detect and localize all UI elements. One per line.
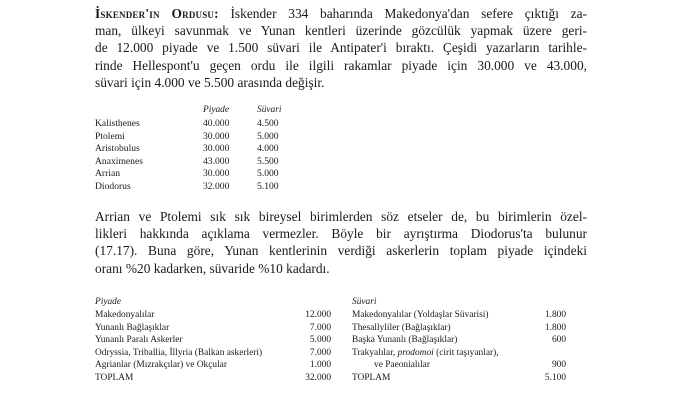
paragraph-line: İskender 334 baharında Makedonya'dan sefere çıktığı za-	[218, 6, 587, 21]
section-lead-heading: İskender'in Ordusu:	[95, 6, 219, 21]
unit-value: 1.000	[309, 360, 331, 370]
source-name: Arrian	[95, 168, 121, 179]
unit-label-part: Trakyalılar,	[352, 347, 398, 358]
unit-value: 1.800	[544, 322, 566, 333]
unit-label: Yunanlı Bağlaşıklar	[95, 322, 170, 333]
cavalry-value: 5.000	[257, 168, 279, 179]
total-label: TOPLAM	[95, 372, 134, 383]
paragraph-line: oranı %20 kadarken, süvaride %10 kadardı.	[95, 260, 330, 276]
cavalry-value: 5.000	[257, 130, 279, 142]
column-header-cavalry: Süvari	[257, 105, 282, 115]
cavalry-value: 5.100	[257, 180, 279, 192]
cavalry-value: 4.000	[257, 143, 279, 154]
paragraph-line: Arrian ve Ptolemi sık sık bireysel birimlerden söz etseler de, bu birimlerin özel-	[95, 209, 587, 224]
unit-label: Yunanlı Paralı Askerler	[95, 335, 183, 345]
infantry-value: 43.000	[203, 155, 230, 167]
infantry-value: 30.000	[203, 168, 230, 179]
paragraph-line: süvari için 4.000 ve 5.500 arasında değişir.	[95, 74, 325, 90]
unit-label: Agrianlar (Mızrakçılar) ve Okçular	[95, 360, 227, 370]
total-label: TOPLAM	[352, 372, 391, 383]
infantry-value: 32.000	[203, 180, 230, 192]
cavalry-units-header: Süvari	[352, 297, 377, 307]
cavalry-value: 5.500	[257, 155, 279, 167]
unit-label	[352, 348, 499, 358]
breakdown-paragraph	[95, 208, 587, 277]
paragraph-line: (17.17). Buna göre, Yunan kentlerinin verdiği askerlerin toplam piyade içindeki	[95, 243, 587, 259]
paragraph-line: man, ülkeyi savunmak ve Yunan kentleri üzerinde gözcülük yapmak üzere geri-	[95, 23, 587, 39]
unit-value: 600	[551, 335, 566, 345]
unit-value: 5.000	[309, 335, 331, 345]
infantry-units-header: Piyade	[95, 297, 122, 307]
source-name: Kalisthenes	[95, 118, 140, 129]
paragraph-line: de 12.000 piyade ve 1.500 süvari ile Antipater'i bıraktı. Çeşidi yazarların tarihle-	[95, 40, 587, 56]
infantry-value: 30.000	[203, 143, 230, 154]
total-value: 5.100	[544, 372, 566, 383]
unit-label: Makedonyalılar	[95, 310, 155, 320]
unit-value: 7.000	[309, 322, 331, 333]
unit-value: 900	[551, 360, 566, 370]
cavalry-value: 4.500	[257, 118, 279, 129]
unit-label: Makedonyalılar (Yoldaşlar Süvarisi)	[352, 310, 489, 320]
unit-value: 7.000	[309, 347, 331, 358]
unit-value: 12.000	[305, 310, 331, 320]
infantry-value: 30.000	[203, 130, 230, 142]
total-value: 32.000	[305, 372, 331, 383]
paragraph-line: likleri hakkında açıklama vermezler. Böyle bir ayrıştırma Diodorus'ta bulunur	[95, 226, 587, 242]
paragraph-line: rinde Hellespont'u geçen ordu ile ilgili rakamlar piyade için 30.000 ve 43.000,	[95, 57, 587, 73]
source-name: Aristobulus	[95, 143, 140, 154]
unit-value: 1.800	[544, 310, 566, 320]
source-name: Ptolemi	[95, 130, 125, 142]
unit-label: Başka Yunanlı (Bağlaşıklar)	[352, 335, 458, 345]
unit-label: Thesallyliler (Bağlaşıklar)	[352, 322, 451, 333]
unit-label: ve Paeonialılar	[374, 360, 430, 370]
unit-label: Odryssia, Triballia, İllyria (Balkan askerleri)	[95, 347, 263, 358]
source-name: Anaximenes	[95, 155, 143, 167]
unit-label-part: (cirit taşıyanlar),	[433, 347, 499, 358]
source-name: Diodorus	[95, 180, 131, 192]
unit-label-italic: prodomoi	[397, 347, 434, 358]
intro-paragraph	[95, 5, 587, 91]
column-header-infantry: Piyade	[203, 105, 230, 115]
infantry-value: 40.000	[203, 118, 230, 129]
